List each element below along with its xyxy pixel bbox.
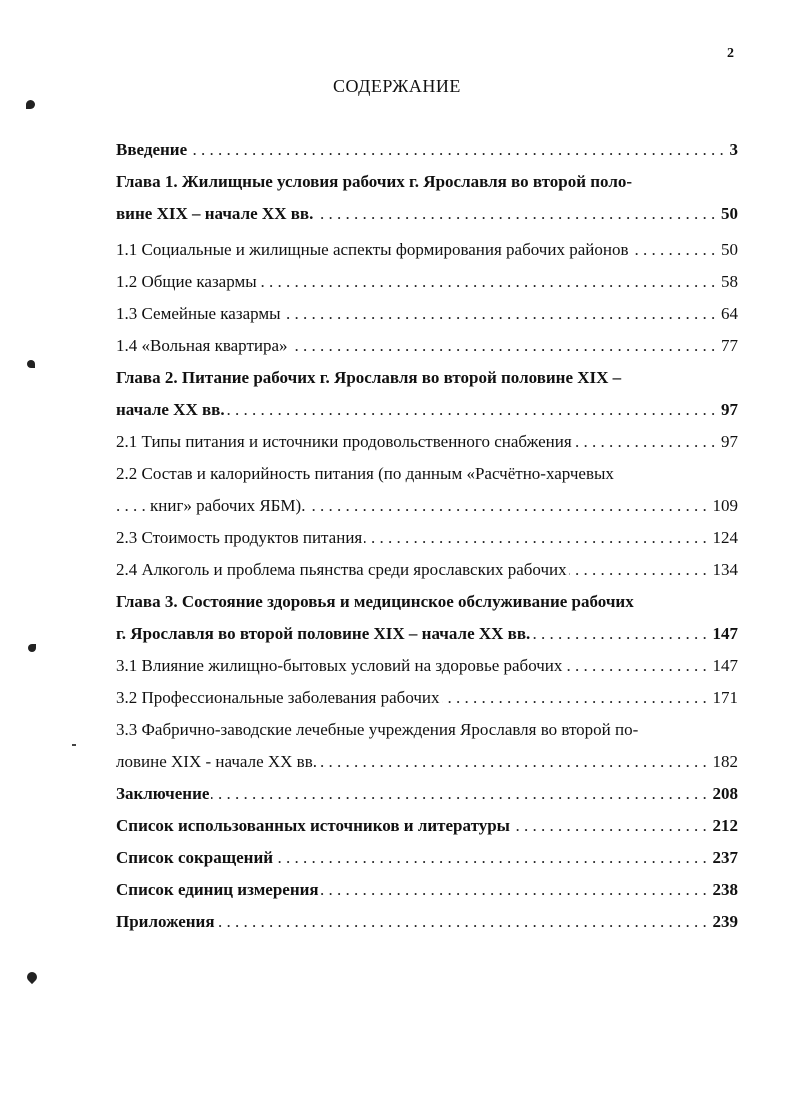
- toc-entry-text: ловине XIX - начале XX вв.: [116, 752, 317, 771]
- toc-entry-chapter-3-cont[interactable]: [116, 618, 738, 650]
- toc-entry-page: 124: [711, 522, 739, 554]
- toc-entry-text: 2.1 Типы питания и источники продовольственного снабжения: [116, 432, 572, 451]
- toc-entry-page: 147: [711, 650, 739, 682]
- toc-entry-text: Список использованных источников и литературы: [116, 816, 510, 835]
- toc-entry-chapter-3[interactable]: [116, 586, 738, 618]
- toc-entry-text: 3.3 Фабрично-заводские лечебные учреждения Ярославля во второй по-: [116, 720, 639, 739]
- toc-entry-section-2-3[interactable]: [116, 522, 738, 554]
- toc-entry-page: 77: [719, 330, 738, 362]
- toc-entry-page: 97: [719, 426, 738, 458]
- scan-mark: [28, 644, 36, 652]
- toc-entry-page: 147: [711, 618, 739, 650]
- toc-entry-chapter-2-cont[interactable]: [116, 394, 738, 426]
- toc-entry-text: Список единиц измерения: [116, 880, 319, 899]
- scan-mark: [25, 970, 39, 984]
- toc-entry-section-1-4[interactable]: [116, 330, 738, 362]
- scan-mark: [72, 744, 76, 746]
- toc-entry-page: 58: [719, 266, 738, 298]
- toc-entry-text: 1.4 «Вольная квартира»: [116, 336, 288, 355]
- toc-entry-text: г. Ярославля во второй половине XIX – начале XX вв.: [116, 624, 531, 643]
- toc-entry-text: Глава 3. Состояние здоровья и медицинское обслуживание рабочих: [116, 592, 634, 611]
- toc-entry-conclusion[interactable]: [116, 778, 738, 810]
- toc-entry-chapter-2[interactable]: [116, 362, 738, 394]
- toc-entry-section-3-3[interactable]: [116, 714, 738, 746]
- toc-entry-text: 1.2 Общие казармы: [116, 272, 257, 291]
- toc-entry-text: Глава 2. Питание рабочих г. Ярославля во второй половине XIX –: [116, 368, 622, 387]
- toc-entry-page: 212: [711, 810, 739, 842]
- toc-entry-page: 208: [711, 778, 739, 810]
- scan-mark: [26, 100, 35, 109]
- toc-entry-section-2-1[interactable]: [116, 426, 738, 458]
- toc-entry-section-3-3-cont[interactable]: [116, 746, 738, 778]
- toc-entry-section-3-1[interactable]: [116, 650, 738, 682]
- toc-entry-page: 171: [711, 682, 739, 714]
- toc-entry-text: 1.3 Семейные казармы: [116, 304, 281, 323]
- toc-entry-page: 50: [719, 198, 738, 230]
- toc-entry-page: 50: [719, 234, 738, 266]
- toc-entry-section-3-2[interactable]: [116, 682, 738, 714]
- toc-entry-text: Заключение: [116, 784, 210, 803]
- toc-entry-page: 237: [711, 842, 739, 874]
- toc-entry-text: 3.1 Влияние жилищно-бытовых условий на здоровье рабочих: [116, 656, 563, 675]
- toc-entry-text: 3.2 Профессиональные заболевания рабочих: [116, 688, 440, 707]
- toc-entry-page: 97: [719, 394, 738, 426]
- toc-entry-text: вине XIX – начале XX вв.: [116, 204, 314, 223]
- toc-entry-page: 239: [711, 906, 739, 938]
- toc-entry-page: 109: [711, 490, 739, 522]
- toc-entry-section-2-2-cont[interactable]: [116, 490, 738, 522]
- toc-entry-page: 3: [728, 134, 739, 166]
- toc-entry-page: 238: [711, 874, 739, 906]
- page-number: 2: [727, 46, 734, 61]
- toc-entry-text: Список сокращений: [116, 848, 274, 867]
- toc-entry-text: 2.4 Алкоголь и проблема пьянства среди ярославских рабочих: [116, 560, 567, 579]
- toc-entry-text: Введение: [116, 140, 188, 159]
- toc-entry-text: Глава 1. Жилищные условия рабочих г. Ярославля во второй поло-: [116, 172, 633, 191]
- toc-entry-units[interactable]: [116, 874, 738, 906]
- toc-entry-page: 64: [719, 298, 738, 330]
- toc-entry-abbreviations[interactable]: [116, 842, 738, 874]
- toc-entry-sources[interactable]: [116, 810, 738, 842]
- toc-entry-introduction[interactable]: [116, 134, 738, 166]
- page-title: СОДЕРЖАНИЕ: [333, 76, 461, 96]
- toc-entry-chapter-1[interactable]: [116, 166, 738, 198]
- toc-entry-section-1-2[interactable]: [116, 266, 738, 298]
- toc-entry-page: 134: [711, 554, 739, 586]
- toc-entry-section-1-1[interactable]: [116, 234, 738, 266]
- toc-entry-section-2-2[interactable]: [116, 458, 738, 490]
- toc-entry-appendices[interactable]: [116, 906, 738, 938]
- toc-entry-text: Приложения: [116, 912, 215, 931]
- toc-entry-page: 182: [711, 746, 739, 778]
- scan-mark: [27, 360, 35, 368]
- toc-entry-text: 2.2 Состав и калорийность питания (по данным «Расчётно-харчевых: [116, 464, 614, 483]
- toc-entry-section-1-3[interactable]: [116, 298, 738, 330]
- toc-entry-text: начале XX вв.: [116, 400, 225, 419]
- table-of-contents: [116, 134, 738, 938]
- toc-entry-text: книг» рабочих ЯБМ).: [150, 496, 306, 515]
- toc-entry-section-2-4[interactable]: [116, 554, 738, 586]
- toc-entry-text: 2.3 Стоимость продуктов питания: [116, 528, 363, 547]
- toc-entry-chapter-1-cont[interactable]: [116, 198, 738, 230]
- toc-entry-text: 1.1 Социальные и жилищные аспекты формирования рабочих районов: [116, 240, 629, 259]
